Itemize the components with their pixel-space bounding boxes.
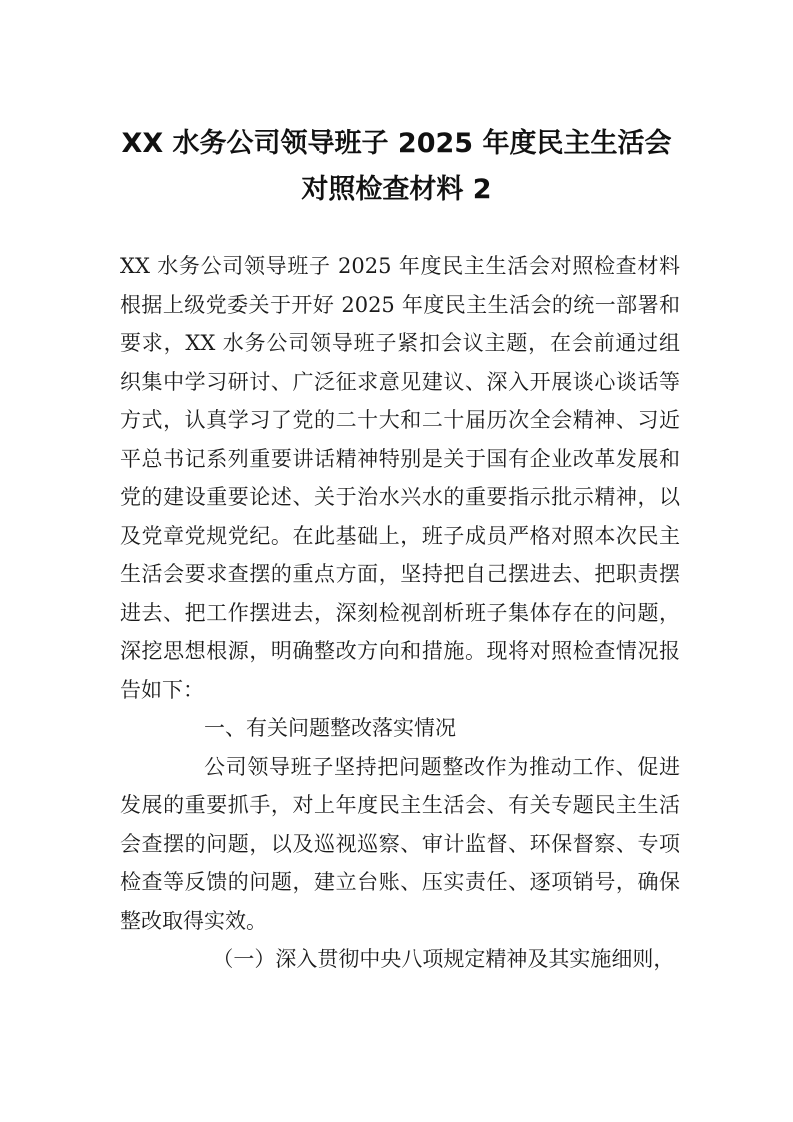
section-heading: 一、有关问题整改落实情况: [204, 716, 456, 740]
subsection-heading: （一）深入贯彻中央八项规定精神及其实施细则，: [212, 947, 675, 971]
document-title-line-2: 对照检查材料 2: [301, 174, 492, 205]
document-body: [120, 247, 680, 979]
section-paragraph: 公司领导班子坚持把问题整改作为推动工作、促进发展的重要抓手，对上年度民主生活会、有关专题民主生活会查摆的问题，以及巡视巡察、审计监督、环保督察、专项检查等反馈的问题，建立台账、压实责任、逐项销号，确保整改取得实效。: [120, 754, 680, 933]
document-title-line-1: XX 水务公司领导班子 2025 年度民主生活会: [121, 128, 672, 159]
intro-paragraph: XX 水务公司领导班子 2025 年度民主生活会对照检查材料根据上级党委关于开好 2025 年度民主生活会的统一部署和要求，XX 水务公司领导班子紧扣会议主题，在会前通过组织集中学习研讨、广泛征求意见建议、深入开展谈心谈话等方式，认真学习了党的二十大和二十届历次全会精神、习近平总书记系列重要讲话精神特别是关于国有企业改革发展和党的建设重要论述、关于治水兴水的重要指示批示精神，以及党章党规党纪。在此基础上，班子成员严格对照本次民主生活会要求查摆的重点方面，坚持把自己摆进去、把职责摆进去、把工作摆进去，深刻检视剖析班子集体存在的问题，深挖思想根源，明确整改方向和措施。现将对照检查情况报告如下：: [120, 254, 680, 702]
